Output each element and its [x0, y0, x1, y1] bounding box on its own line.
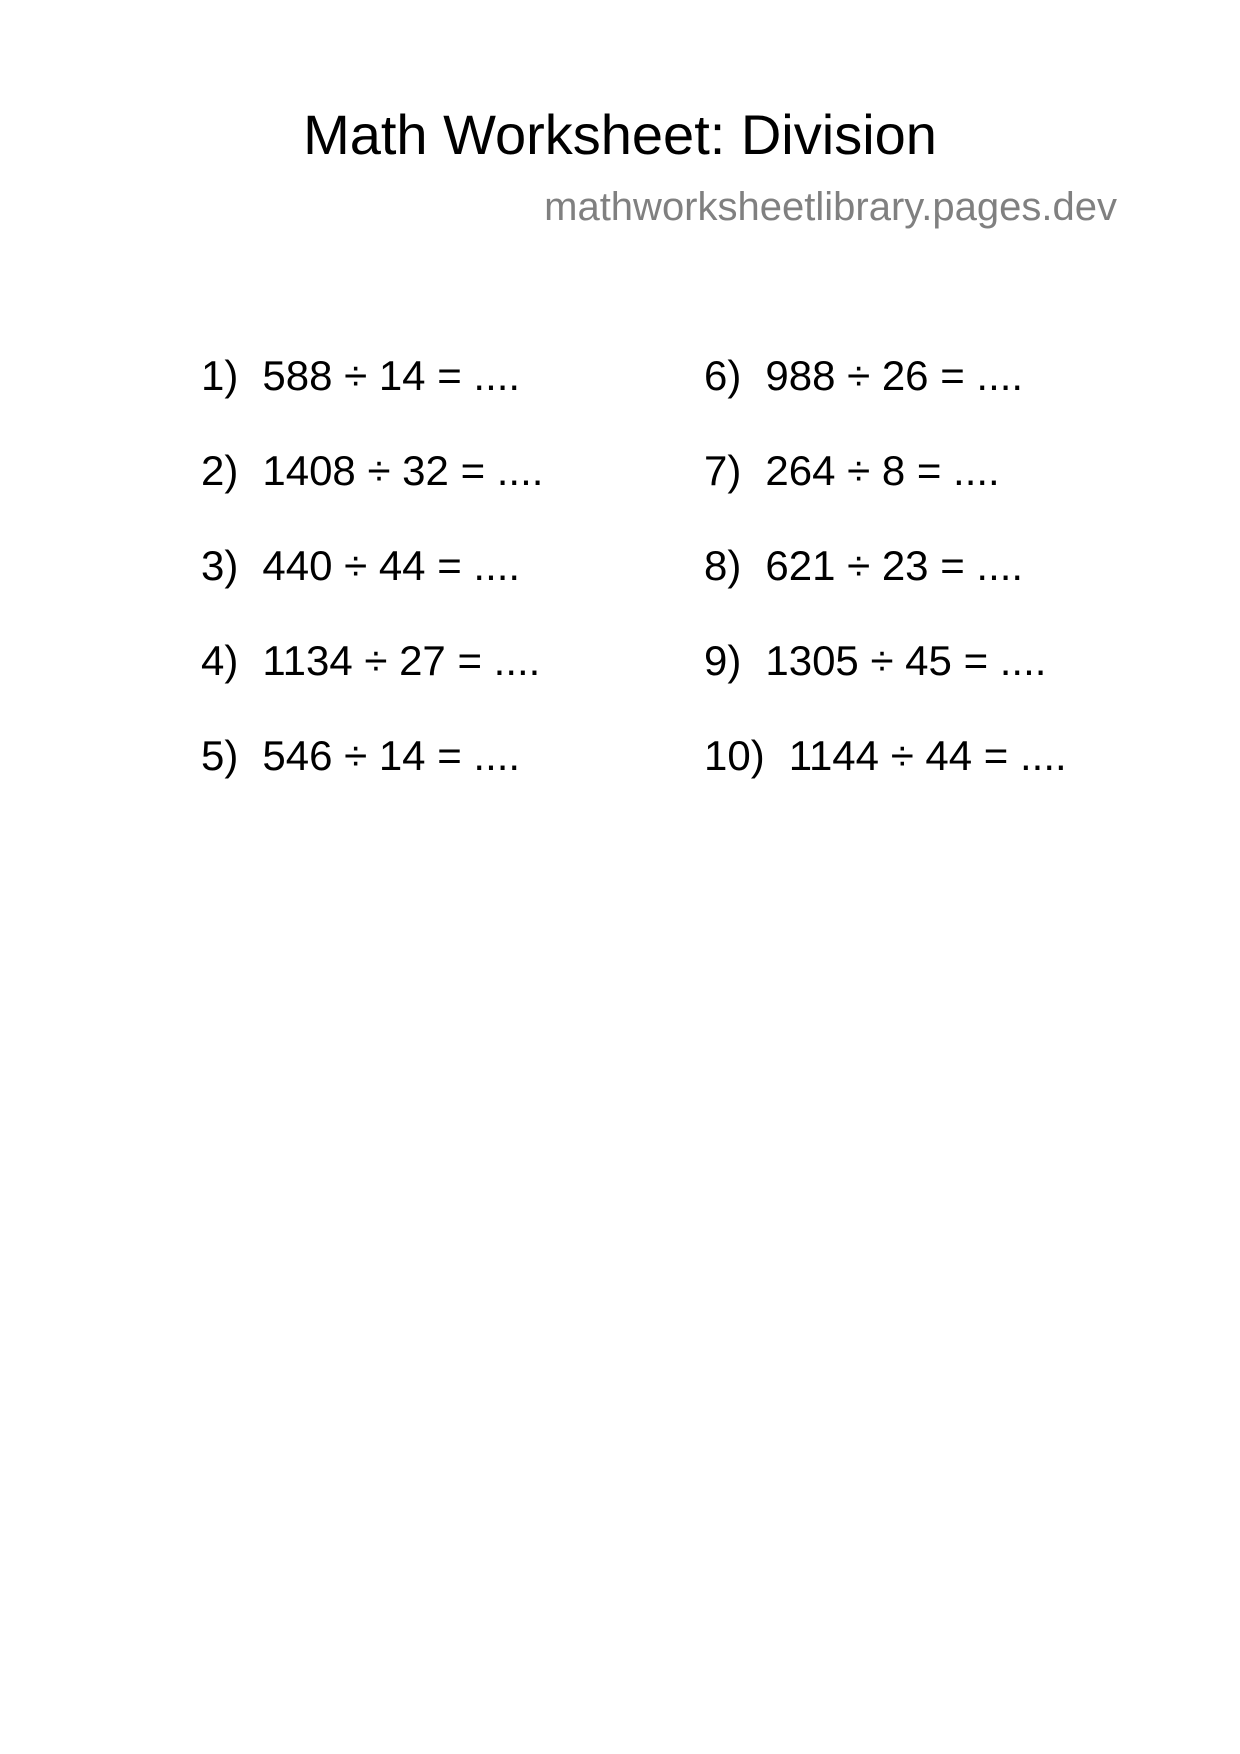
- problem-item: [201, 730, 543, 825]
- problem-expression: 440 ÷ 44 = ....: [262, 542, 521, 589]
- problem-item: [704, 350, 1067, 445]
- problem-number: 8): [704, 542, 742, 589]
- problem-number: 3): [201, 542, 239, 589]
- problem-number: 7): [704, 447, 742, 494]
- problem-number: 6): [704, 352, 742, 399]
- problem-expression: 1408 ÷ 32 = ....: [262, 447, 544, 494]
- problems-left-column: [201, 350, 543, 825]
- problem-item: [201, 350, 543, 445]
- problem-expression: 1134 ÷ 27 = ....: [262, 637, 541, 684]
- problem-item: [201, 635, 543, 730]
- problem-number: 4): [201, 637, 239, 684]
- problem-number: 1): [201, 352, 239, 399]
- problem-expression: 546 ÷ 14 = ....: [262, 732, 521, 779]
- worksheet-title: Math Worksheet: Division: [303, 103, 937, 166]
- problem-expression: 1144 ÷ 44 = ....: [788, 732, 1067, 779]
- problem-number: 5): [201, 732, 239, 779]
- problem-expression: 588 ÷ 14 = ....: [262, 352, 521, 399]
- problem-item: [704, 540, 1067, 635]
- problem-expression: 988 ÷ 26 = ....: [765, 352, 1024, 399]
- problem-expression: 1305 ÷ 45 = ....: [765, 637, 1047, 684]
- site-url: mathworksheetlibrary.pages.dev: [544, 185, 1117, 229]
- problem-item: [201, 445, 543, 540]
- problem-item: [201, 540, 543, 635]
- problem-item: [704, 635, 1067, 730]
- problems-right-column: [704, 350, 1067, 825]
- problem-item: [704, 730, 1067, 825]
- problem-expression: 264 ÷ 8 = ....: [765, 447, 1000, 494]
- problem-item: [704, 445, 1067, 540]
- problem-expression: 621 ÷ 23 = ....: [765, 542, 1024, 589]
- problem-number: 9): [704, 637, 742, 684]
- problem-number: 2): [201, 447, 239, 494]
- problem-number: 10): [704, 732, 765, 779]
